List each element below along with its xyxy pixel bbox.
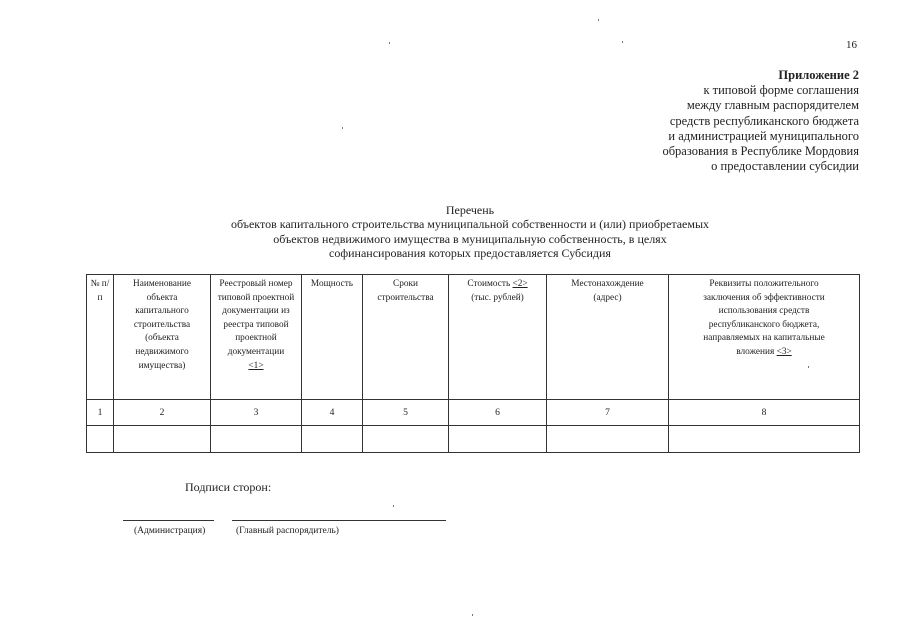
table-cell-empty — [449, 426, 547, 453]
column-number: 2 — [114, 400, 211, 426]
column-header-capacity — [302, 275, 363, 400]
table-cell-empty — [302, 426, 363, 453]
table-cell-empty — [87, 426, 114, 453]
objects-table — [86, 274, 860, 453]
signatures-title: Подписи сторон: — [185, 480, 272, 494]
column-number: 8 — [669, 400, 860, 426]
column-header-unit: (тыс. рублей) — [471, 292, 524, 303]
column-number: 7 — [547, 400, 669, 426]
annex-block — [662, 68, 859, 174]
scan-speck — [393, 505, 394, 507]
table-cell-empty — [669, 426, 860, 453]
column-number: 4 — [302, 400, 363, 426]
heading-line: софинансирования которых предоставляется Субсидия — [329, 245, 611, 260]
column-header-text: № п/п — [90, 279, 110, 303]
column-number: 1 — [87, 400, 114, 426]
table-cell-empty — [547, 426, 669, 453]
column-number: 5 — [363, 400, 449, 426]
document-heading — [150, 203, 790, 260]
scan-speck — [389, 42, 390, 44]
table-row-empty — [87, 426, 860, 453]
scan-speck — [622, 41, 623, 43]
page-number: 16 — [846, 39, 857, 51]
table-cell-empty — [211, 426, 302, 453]
scan-speck — [808, 366, 809, 368]
table-cell-empty — [363, 426, 449, 453]
annex-line: к типовой форме соглашения — [703, 83, 859, 98]
footnote-ref-1[interactable]: <1> — [248, 360, 264, 371]
signature-caption-administration: (Администрация) — [134, 526, 206, 536]
column-header-text: Местонахождение (адрес) — [571, 279, 644, 303]
signature-caption-chief-administrator: (Главный распорядитель) — [236, 526, 339, 536]
column-header-cost — [449, 275, 547, 400]
table-header-row — [87, 275, 860, 400]
column-number: 6 — [449, 400, 547, 426]
annex-line: образования в Республике Мордовия — [662, 144, 859, 159]
footnote-ref-3[interactable]: <3> — [776, 346, 792, 357]
column-header-number — [87, 275, 114, 400]
column-header-construction-period — [363, 275, 449, 400]
heading-line: объектов недвижимого имущества в муниципальную собственность, в целях — [273, 231, 667, 246]
column-header-text: Наименование объекта капитального строительства (объекта недвижимого имущества) — [133, 279, 191, 371]
footnote-ref-2[interactable]: <2> — [512, 279, 528, 289]
scan-speck — [598, 19, 599, 21]
annex-line: о предоставлении субсидии — [711, 159, 859, 174]
heading-line: объектов капитального строительства муниципальной собственности и (или) приобретаемых — [230, 217, 710, 232]
column-header-text: Реквизиты положительного заключения об эффективности использования средств республиканского бюджета, направляемых на капитальные вложения — [703, 279, 825, 357]
column-header-text: Сроки строительства — [377, 279, 434, 303]
annex-line: между главным распорядителем — [686, 98, 859, 113]
annex-line: и администрацией муниципального — [668, 128, 859, 143]
signature-line-administration — [123, 520, 214, 521]
column-number-row — [87, 400, 860, 426]
column-header-registry-number — [211, 275, 302, 400]
column-header-object-name — [114, 275, 211, 400]
column-header-location — [547, 275, 669, 400]
column-header-efficiency-conclusion — [669, 275, 860, 400]
column-number: 3 — [211, 400, 302, 426]
signature-line-chief-administrator — [232, 520, 446, 521]
annex-title: Приложение 2 — [778, 68, 859, 82]
table-cell-empty — [114, 426, 211, 453]
column-header-text: Стоимость — [467, 279, 511, 289]
column-header-text: Реестровый номер типовой проектной документации из реестра типовой проектной документации — [217, 279, 295, 357]
scan-speck — [342, 127, 343, 129]
heading-title: Перечень — [445, 203, 495, 217]
column-header-text: Мощность — [310, 279, 354, 289]
annex-line: средств республиканского бюджета — [669, 113, 859, 128]
scan-speck — [472, 614, 473, 616]
